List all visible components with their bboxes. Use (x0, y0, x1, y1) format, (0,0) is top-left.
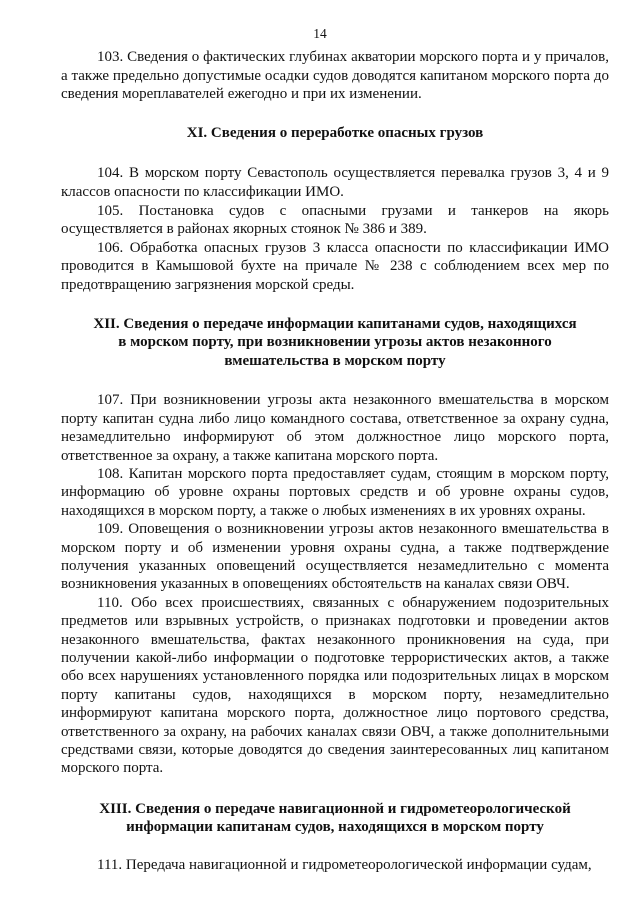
paragraph-111: 111. Передача навигационной и гидрометеорологической информации судам, (97, 857, 592, 874)
section-heading-13-line-1: XIII. Сведения о передаче навигационной и гидрометеорологической (99, 800, 571, 817)
paragraph-107: 107. При возникновении угрозы акта незаконного вмешательства в морском порту капитан судна либо лицо командного состава, ответственное за охрану судна, незамедлительно информируют об этом должностное лицо морского порта, ответственное за охрану, а также капитана морского порта. (61, 392, 609, 464)
section-heading-12-line-3: вмешательства в морском порту (224, 352, 446, 369)
paragraph-103: 103. Сведения о фактических глубинах акватории морского порта и у причалов, а также предельно допустимые осадки судов доводятся капитаном морского порта до сведения мореплавателей ежегодно и при их изменении. (61, 49, 609, 103)
section-heading-12 (61, 315, 609, 371)
section-heading-11: XI. Сведения о переработке опасных грузов (186, 124, 484, 141)
page-number: 14 (313, 26, 327, 41)
page-content (61, 48, 609, 875)
paragraph-108: 108. Капитан морского порта предоставляет судам, стоящим в морском порту, информацию об уровне охраны портовых средств и об уровне охраны судов, находящихся в морском порту, а также о любых изменениях в их уровнях охраны. (61, 465, 609, 519)
section-heading-13 (61, 800, 609, 837)
paragraph-106: 106. Обработка опасных грузов 3 класса опасности по классификации ИМО проводится в Камышовой бухте на причале № 238 с соблюдением всех мер по предотвращению загрязнения морской среды. (61, 239, 609, 293)
paragraph-109: 109. Оповещения о возникновении угрозы актов незаконного вмешательства в морском порту и об изменении уровня охраны судна, а также подтверждение получения указанных оповещений осуществляется незамедлительно с момента возникновения указанных в оповещениях обстоятельств на каналах связи ОВЧ. (61, 521, 609, 593)
paragraph-104: 104. В морском порту Севастополь осуществляется перевалка грузов 3, 4 и 9 классов опасности по классификации ИМО. (61, 165, 609, 200)
section-heading-12-line-2: в морском порту, при возникновении угрозы актов незаконного (118, 334, 552, 351)
paragraph-110: 110. Обо всех происшествиях, связанных с обнаружением подозрительных предметов или взрывных устройств, о признаках подготовки и проведении актов незаконного вмешательства, фактах незаконного проникновения на суда, при получении какой-либо информации о подготовке террористических актов, а также обо всех нарушениях установленного порядка или подозрительных лицах в морском порту капитаны судов, находящихся в морском порту, незамедлительно информируют капитана морского порта, должностное лицо портового средства, ответственного за охрану, на рабочих каналах связи ОВЧ, а также дополнительными средствами связи, которые доводятся до сведения заинтересованных лиц капитаном морского порта. (61, 594, 609, 777)
section-heading-13-line-2: информации капитанам судов, находящихся в морском порту (126, 819, 544, 836)
section-heading-12-line-1: XII. Сведения о передаче информации капитанами судов, находящихся (93, 315, 577, 332)
paragraph-105: 105. Постановка судов с опасными грузами и танкеров на якорь осуществляется в районах якорных стоянок № 386 и 389. (61, 202, 609, 238)
